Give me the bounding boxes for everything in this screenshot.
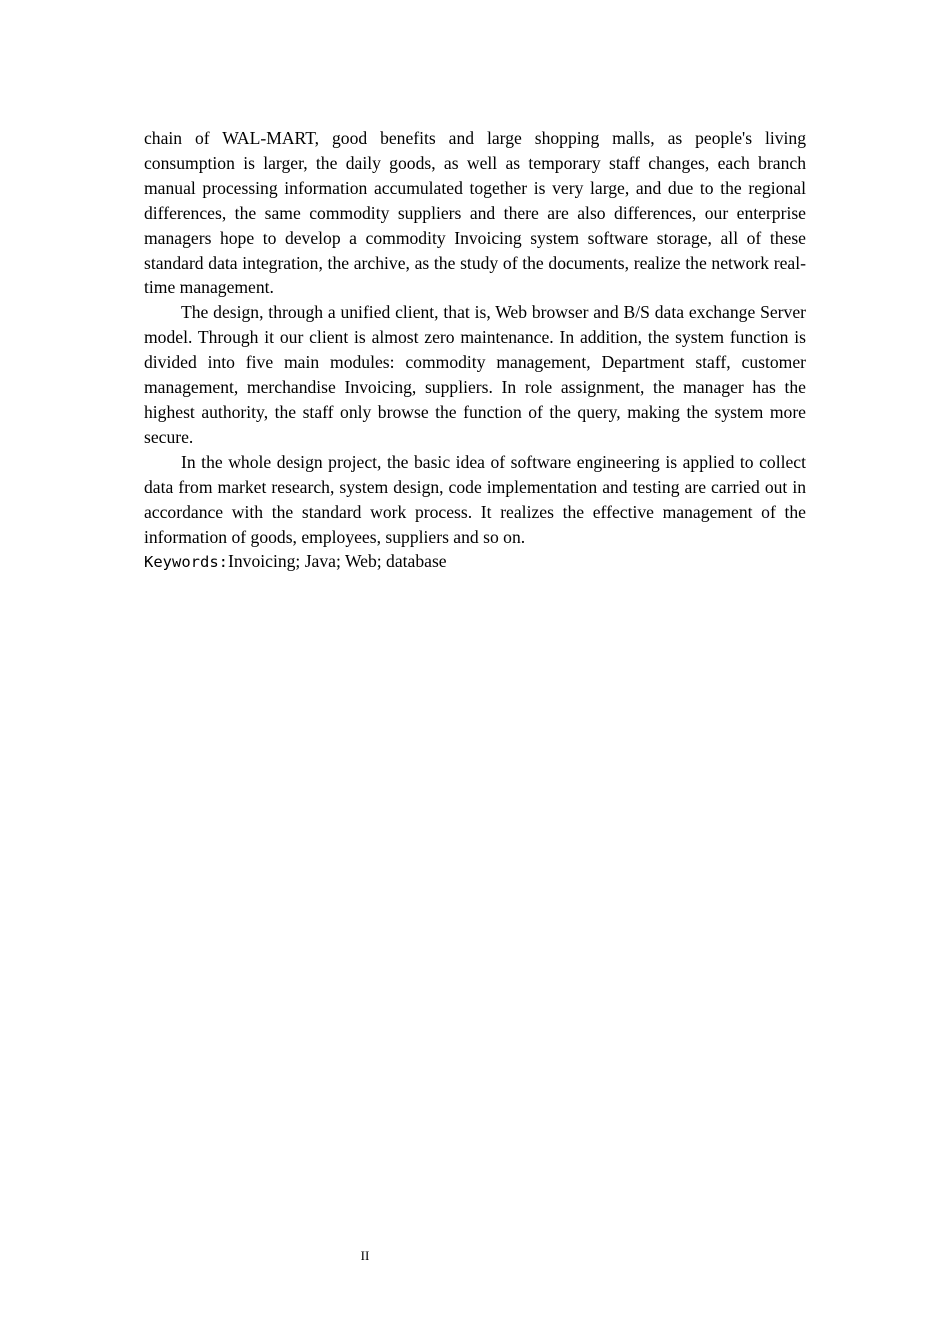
page-number: II (360, 1248, 370, 1263)
keywords-label: Keywords: (144, 553, 228, 572)
abstract-paragraph-project: In the whole design project, the basic idea of software engineering is applied to collect data from market research, system design, code implementation and testing are carried out in accordance with the standard work process. It realizes the effective management of the information of goods, employees, suppliers and so on. (144, 451, 806, 547)
abstract-paragraph-continued: chain of WAL-MART, good benefits and large shopping malls, as people's living consumption is larger, the daily goods, as well as temporary staff changes, each branch manual processing information accumulated together is very large, and due to the regional differences, the same commodity suppliers and there are also differences, our enterprise managers hope to develop a commodity Invoicing system software storage, all of these standard data integration, the archive, as the study of the documents, realize the network real-time management. (144, 128, 806, 298)
keywords-value: Invoicing; Java; Web; database (228, 551, 447, 572)
abstract-paragraph-design: The design, through a unified client, that is, Web browser and B/S data exchange Server model. Through it our client is almost zero maintenance. In addition, the system function is divided into five main modules: commodity management, Department staff, customer management, merchandise Invoicing, suppliers. In role assignment, the manager has the highest authority, the staff only browse the function of the query, making the system more secure. (144, 302, 806, 447)
keywords-line (144, 549, 806, 575)
abstract-body (144, 126, 806, 575)
